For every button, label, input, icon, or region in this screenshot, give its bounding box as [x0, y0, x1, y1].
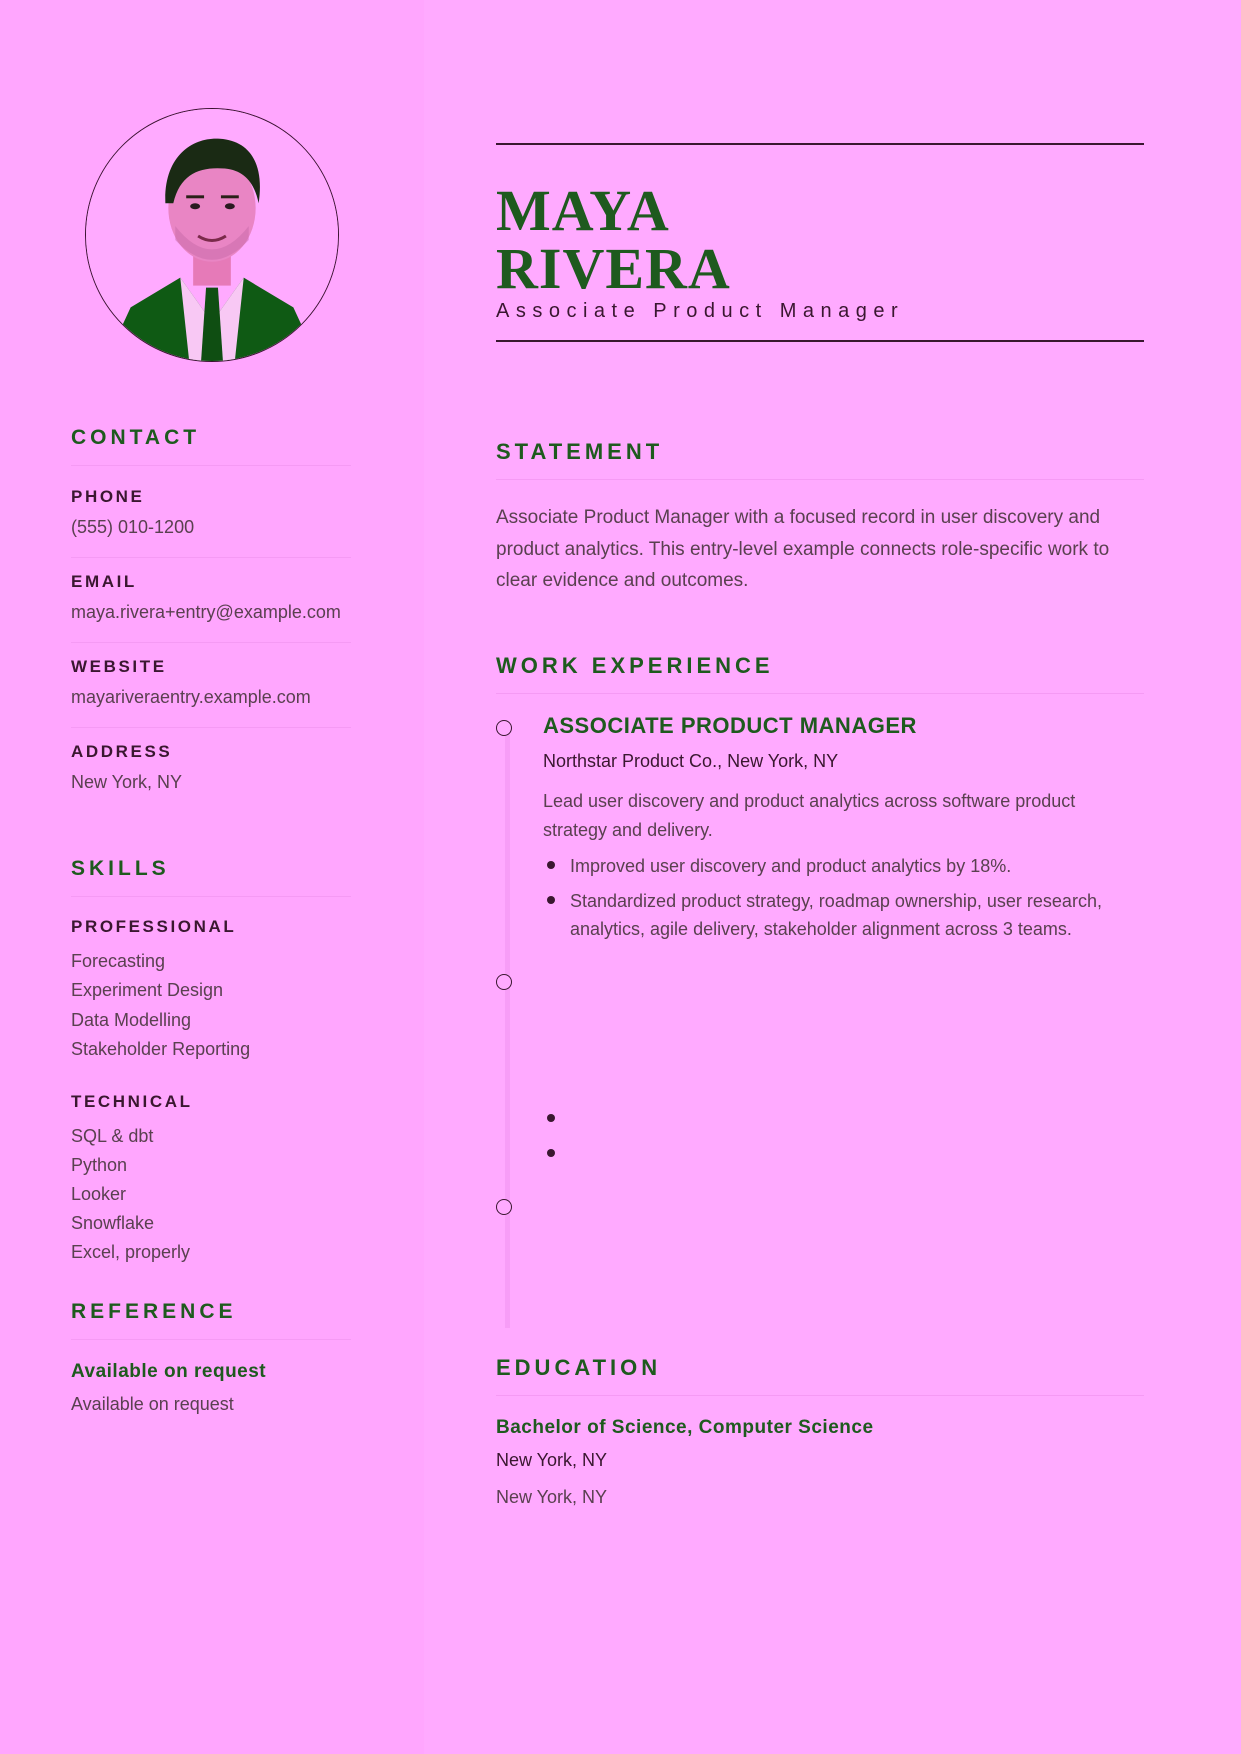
website-label: WEBSITE	[71, 657, 167, 676]
bullet-dot	[547, 1149, 555, 1157]
phone-value[interactable]: (555) 010-1200	[71, 517, 195, 537]
technical-label: TECHNICAL	[71, 1092, 193, 1111]
role-title: Associate Product Manager	[496, 300, 905, 322]
skill-item: Data Modelling	[71, 1010, 192, 1030]
timeline-dot	[496, 1199, 512, 1215]
divider	[71, 1339, 351, 1340]
job-bullet: Improved user discovery and product analytics by 18%.	[570, 856, 1012, 876]
education-heading: EDUCATION	[496, 1355, 662, 1380]
education-detail: New York, NY	[496, 1487, 608, 1507]
job-bullet-clip	[570, 887, 1150, 955]
statement-text: Associate Product Manager with a focused record in user discovery and product analytics. This entry-level example connects role-specific work to clear evidence and outcomes.	[496, 507, 1110, 591]
skill-item: Experiment Design	[71, 980, 224, 1000]
skill-item: Forecasting	[71, 951, 166, 971]
education-location: New York, NY	[496, 1450, 608, 1470]
email-value[interactable]: maya.rivera+entry@example.com	[71, 602, 341, 622]
job-bullet: Standardized product strategy, roadmap ownership, user research, analytics, agile delivery, stakeholder alignment across 3 teams.	[570, 891, 1102, 939]
divider	[496, 693, 1144, 694]
skill-item: Looker	[71, 1184, 127, 1204]
address-value: New York, NY	[71, 772, 183, 792]
divider	[71, 557, 351, 558]
website-value[interactable]: mayariveraentry.example.com	[71, 687, 311, 707]
skill-item: Python	[71, 1155, 128, 1175]
divider	[496, 1395, 1144, 1396]
email-label: EMAIL	[71, 572, 137, 591]
job-company: Northstar Product Co., New York, NY	[543, 751, 839, 771]
reference-heading: REFERENCE	[71, 1300, 237, 1323]
skill-item: Snowflake	[71, 1213, 155, 1233]
bullet-dot	[547, 896, 555, 904]
job-title: ASSOCIATE PRODUCT MANAGER	[543, 713, 917, 738]
skills-heading: SKILLS	[71, 857, 170, 880]
skill-item: Stakeholder Reporting	[71, 1039, 251, 1059]
reference-detail: Available on request	[71, 1394, 234, 1414]
professional-label: PROFESSIONAL	[71, 917, 237, 936]
divider	[71, 727, 351, 728]
divider	[71, 642, 351, 643]
header-rule-top	[496, 143, 1144, 145]
timeline-line	[505, 728, 510, 1328]
skill-item: Excel, properly	[71, 1242, 191, 1262]
contact-heading: CONTACT	[71, 426, 201, 449]
reference-name: Available on request	[71, 1361, 267, 1382]
divider	[71, 465, 351, 466]
divider	[496, 479, 1144, 480]
timeline-dot	[496, 974, 512, 990]
job-description: Lead user discovery and product analytics across software product strategy and delivery.	[543, 791, 1076, 840]
last-name: RIVERA	[496, 236, 731, 301]
experience-heading: WORK EXPERIENCE	[496, 653, 774, 678]
timeline-dot	[496, 720, 512, 736]
phone-label: PHONE	[71, 487, 145, 506]
statement-heading: STATEMENT	[496, 439, 664, 464]
divider	[71, 896, 351, 897]
bullet-dot	[547, 1114, 555, 1122]
bullet-dot	[547, 861, 555, 869]
address-label: ADDRESS	[71, 742, 173, 761]
skill-item: SQL & dbt	[71, 1126, 154, 1146]
first-name: MAYA	[496, 178, 670, 243]
profile-photo	[85, 108, 339, 362]
header-rule-bottom	[496, 340, 1144, 342]
education-degree: Bachelor of Science, Computer Science	[496, 1417, 874, 1438]
profile-photo-illustration	[86, 109, 338, 361]
